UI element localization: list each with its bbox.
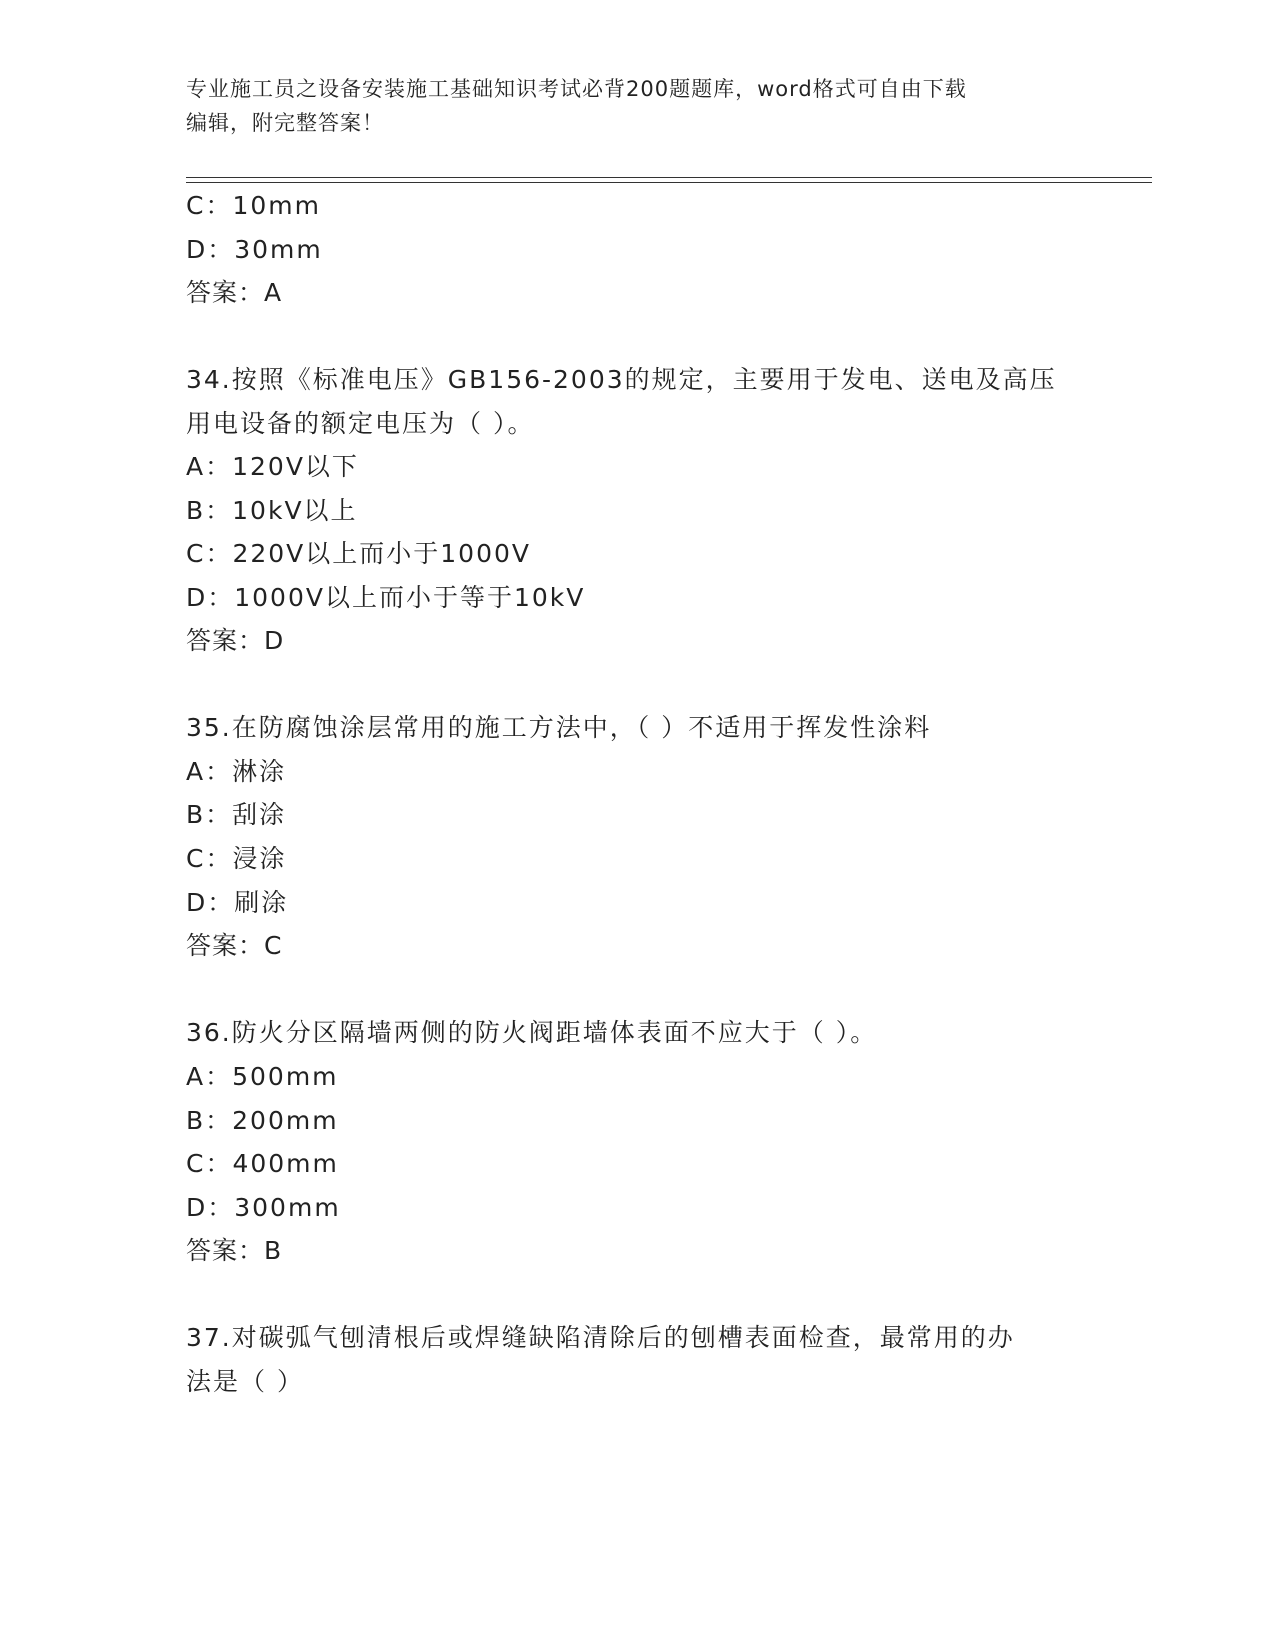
header-title-line1: 专业施工员之设备安装施工基础知识考试必背200题题库，word格式可自由下载 [186, 77, 967, 101]
q33-option-d: D：30mm [186, 235, 323, 264]
q33-answer: 答案：A [186, 278, 283, 307]
q37-stem-line2: 法是（ ） [186, 1367, 304, 1396]
q37-stem-line1: 37.对碳弧气刨清根后或焊缝缺陷清除后的刨槽表面检查，最常用的办 [186, 1323, 1015, 1352]
q34-answer: 答案：D [186, 626, 285, 655]
q34-option-d: D：1000V以上而小于等于10kV [186, 583, 586, 612]
header-divider-top [186, 177, 1152, 178]
header-divider-bottom [186, 182, 1152, 183]
q34-stem-line2: 用电设备的额定电压为（ ）。 [186, 409, 535, 438]
q34-option-a: A：120V以下 [186, 452, 359, 481]
q34-stem-line1: 34.按照《标准电压》GB156-2003的规定，主要用于发电、送电及高压 [186, 365, 1057, 394]
q36-stem: 36.防火分区隔墙两侧的防火阀距墙体表面不应大于（ ）。 [186, 1018, 878, 1047]
q35-option-b: B：刮涂 [186, 800, 287, 829]
q34-option-c: C：220V以上而小于1000V [186, 539, 532, 568]
q33-option-c: C：10mm [186, 191, 321, 220]
q34-option-b: B：10kV以上 [186, 496, 358, 525]
q35-option-a: A：淋涂 [186, 757, 287, 786]
header-title-line2: 编辑，附完整答案！ [186, 111, 384, 135]
document-header [186, 72, 1066, 140]
q36-option-b: B：200mm [186, 1106, 339, 1135]
q36-option-d: D：300mm [186, 1193, 341, 1222]
q36-answer: 答案：B [186, 1236, 283, 1265]
q36-option-c: C：400mm [186, 1149, 339, 1178]
q36-option-a: A：500mm [186, 1062, 339, 1091]
q35-option-c: C：浸涂 [186, 844, 287, 873]
q35-option-d: D：刷涂 [186, 888, 289, 917]
q35-stem: 35.在防腐蚀涂层常用的施工方法中，（ ）不适用于挥发性涂料 [186, 713, 932, 742]
q35-answer: 答案：C [186, 931, 283, 960]
